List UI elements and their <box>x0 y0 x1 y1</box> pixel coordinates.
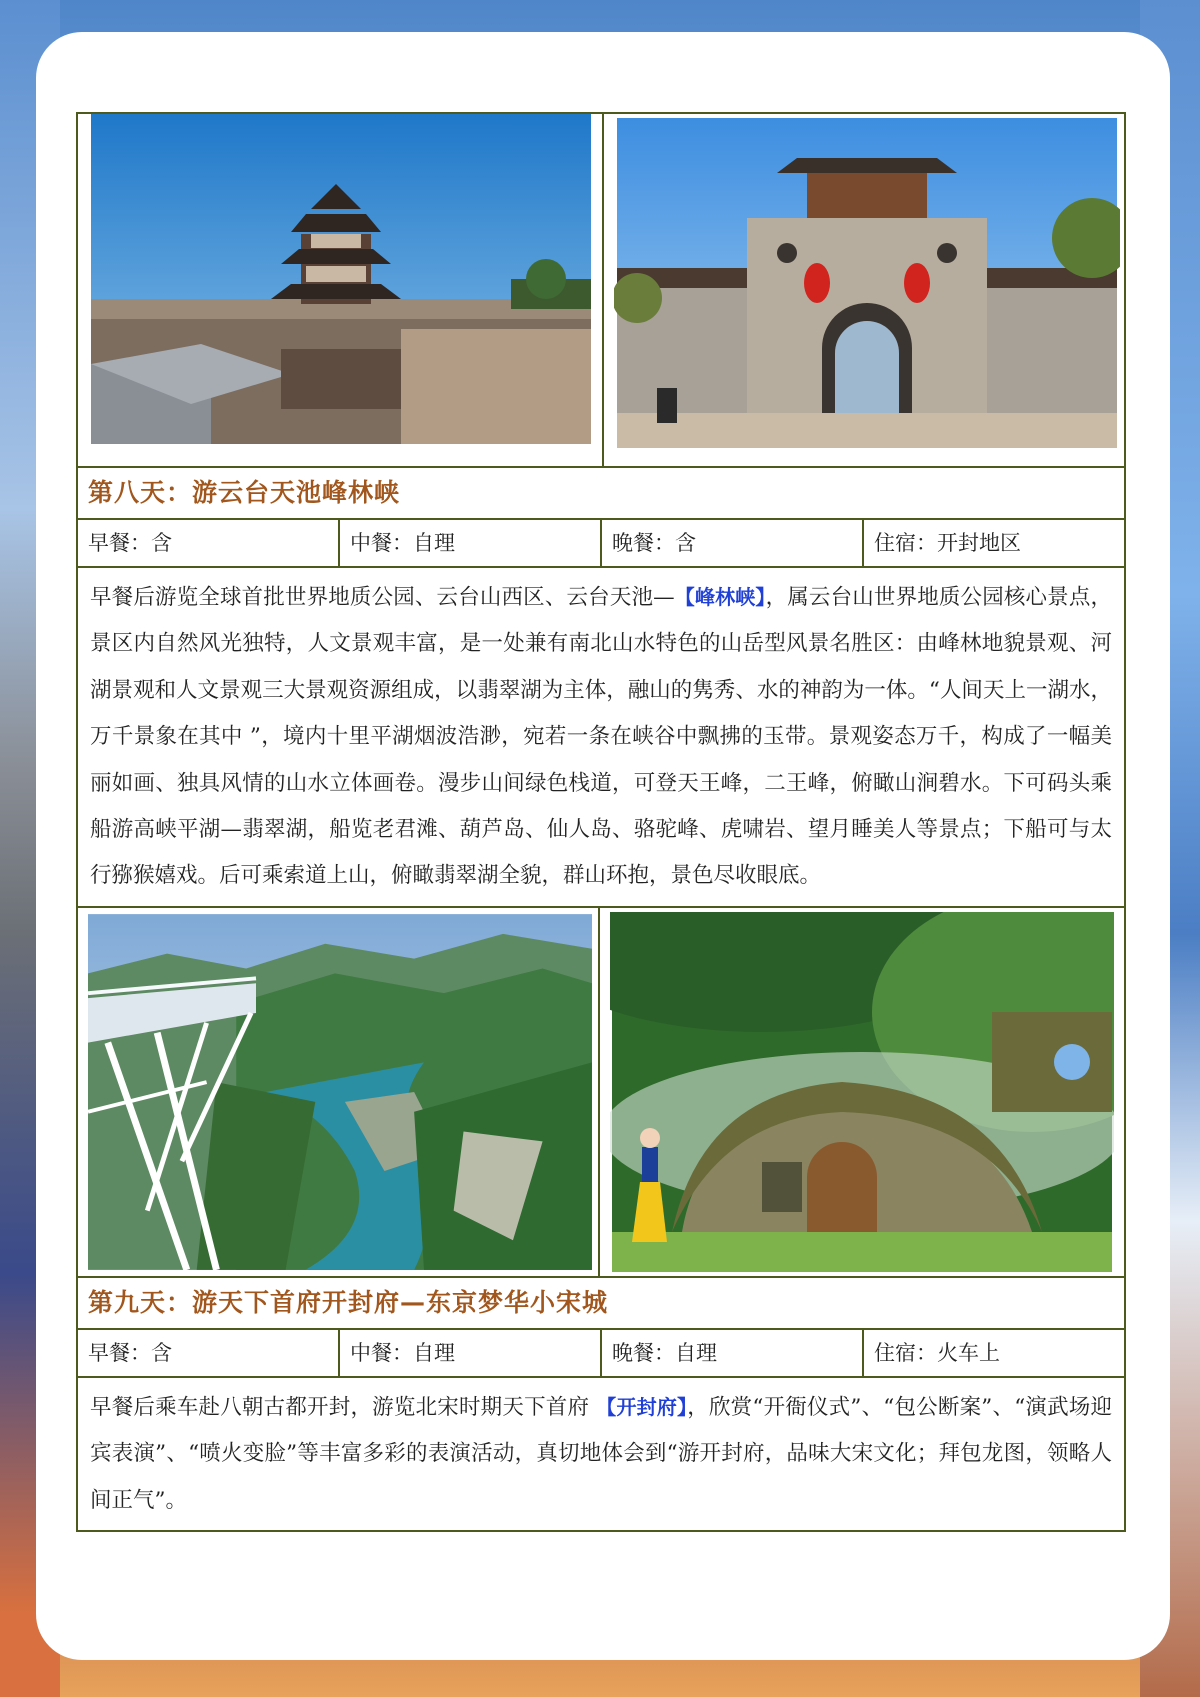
desc-text: ，欣赏“开衙仪式”、“包公断案”、“演武场迎宾表演”、“喷火变脸”等丰富多彩的表演活动，真切地体会到“游开封府，品味大宋文化；拜包龙图，领略人间正气”。 <box>90 1394 1113 1513</box>
day-9-description <box>78 1378 1124 1530</box>
photo-cell <box>602 114 1124 466</box>
breakfast-info: 早餐：含 <box>88 1340 172 1365</box>
dinner-info: 晚餐：自理 <box>600 1330 862 1376</box>
lunch-info: 中餐：自理 <box>338 520 600 566</box>
lodging-info: 住宿：火车上 <box>862 1330 1124 1376</box>
ancient-gate-photo <box>614 118 1120 448</box>
highlight-attraction: 【峰林峡】 <box>674 585 766 609</box>
day-8-meals <box>78 520 1124 568</box>
photo-row-2 <box>78 908 1124 1278</box>
glass-skywalk-gorge-photo <box>88 912 592 1272</box>
day-9-meals <box>78 1330 1124 1378</box>
photo-cell <box>78 114 602 466</box>
lunch-info: 中餐：自理 <box>338 1330 600 1376</box>
dinner-info: 晚餐：含 <box>600 520 862 566</box>
desc-text: ，属云台山世界地质公园核心景点，景区内自然风光独特，人文景观丰富，是一处兼有南北山水特色的山岳型风景名胜区：由峰林地貌景观、河湖景观和人文景观三大景观资源组成，以翡翠湖为主体，融山的隽秀、水的神韵为一体。“人间天上一湖水，万千景象在其中 ”，境内十里平湖烟波浩渺，宛若一条在峡谷中飘拂的玉带。景观姿态万千，构成了一幅美丽如画、独具风情的山水立体画卷。漫步山间绿色栈道，可登天王峰，二王峰，俯瞰山涧碧水。下可码头乘船游高峡平湖—翡翠湖，船览老君滩、葫芦岛、仙人岛、骆驼峰、虎啸岩、望月睡美人等景点；下船可与太行猕猴嬉戏。后可乘索道上山，俯瞰翡翠湖全貌，群山环抱，景色尽收眼底。 <box>90 585 1112 889</box>
hobbit-village-photo <box>610 912 1114 1272</box>
day-8-description <box>78 568 1124 908</box>
lodging-info: 住宿：开封地区 <box>862 520 1124 566</box>
photo-cell <box>78 908 598 1276</box>
itinerary-table <box>76 112 1126 1532</box>
day-9-title: 第九天：游天下首府开封府—东京梦华小宋城 <box>78 1278 1124 1330</box>
day-8-title: 第八天：游云台天池峰林峡 <box>78 468 1124 520</box>
pagoda-fortress-photo <box>88 114 594 444</box>
highlight-attraction: 【开封府】 <box>596 1394 688 1419</box>
desc-text: 早餐后乘车赴八朝古都开封，游览北宋时期天下首府 <box>90 1394 597 1420</box>
breakfast-info: 早餐：含 <box>88 531 172 555</box>
photo-cell <box>598 908 1124 1276</box>
desc-text: 早餐后游览全球首批世界地质公园、云台山西区、云台天池— <box>90 585 675 610</box>
photo-row-1 <box>78 114 1124 468</box>
